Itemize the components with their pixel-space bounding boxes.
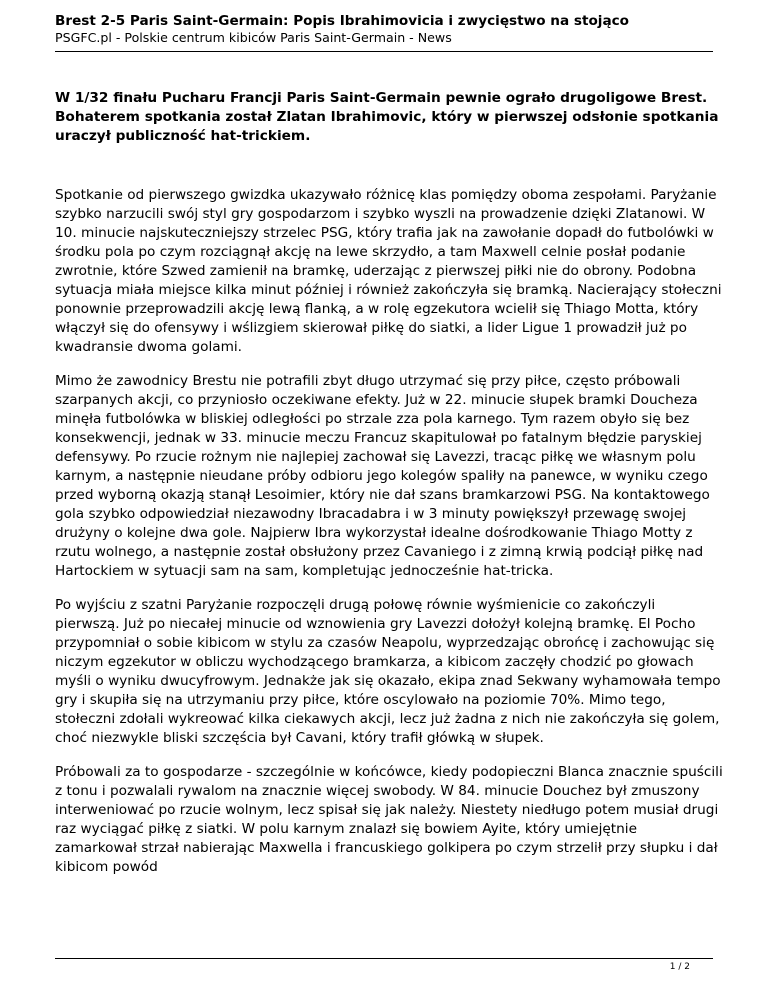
article-paragraph: Próbowali za to gospodarze - szczególnie w końcówce, kiedy podopieczni Blanca znacznie spuścili z tonu i pozwalali rywalom na znacznie więcej swobody. W 84. minucie Douchez był zmuszony interweniować po rzucie wolnym, lecz spisał się jak należy. Niestety niedługo potem musiał drugi raz wyciągać piłkę z siatki. W polu karnym znalazł się bowiem Ayite, który umiejętnie zamarkował strzał nabierając Maxwella i francuskiego golkipera po czym strzelił przy słupku i dał kibicom powód [55, 764, 723, 875]
article-body [55, 89, 723, 892]
article-paragraph: Spotkanie od pierwszego gwizdka ukazywało różnicę klas pomiędzy oboma zespołami. Paryżanie szybko narzucili swój styl gry gospodarzom i szybko wyszli na prowadzenie dzięki Zlatanowi. W 10. minucie najskuteczniejszy strzelec PSG, który trafia jak na zawołanie dopadł do futbolówki w środku pola po czym rozciągnął akcję na lewe skrzydło, a tam Maxwell celnie posłał podanie zwrotnie, które Szwed zamienił na bramkę, uderzając z pierwszej piłki nie do obrony. Podobna sytuacja miała miejsce kilka minut później i również zakończyła się bramką. Nacierający stołeczni ponownie przeprowadzili akcję lewą flanką, a w rolę egzekutora wcielił się Thiago Motta, który włączył się do ofensywy i wślizgiem skierował piłkę do siatki, a lider Ligue 1 prowadził już po kwadransie dwoma golami. [55, 187, 722, 355]
article-title: Brest 2-5 Paris Saint-Germain: Popis Ibrahimovicia i zwycięstwo na stojąco [55, 13, 630, 29]
header-divider [55, 51, 713, 52]
page-number: 1 / 2 [669, 962, 690, 972]
article-paragraph: Mimo że zawodnicy Brestu nie potrafili zbyt długo utrzymać się przy piłce, często próbowali szarpanych akcji, co przyniosło oczekiwane efekty. Już w 22. minucie słupek bramki Doucheza minęła futbolówka w bliskiej odległości po strzale zza pola karnego. Tym razem obyło się bez konsekwencji, jednak w 33. minucie meczu Francuz skapitulował po fatalnym błędzie paryskiej defensywy. Po rzucie rożnym nie najlepiej zachował się Lavezzi, tracąc piłkę we własnym polu karnym, a następnie nieudane próby odbioru jego kolegów spaliły na panewce, w wyniku czego przed wyborną okazją stanął Lesoimier, który nie dał szans bramkarzowi PSG. Na kontaktowego gola szybko odpowiedział niezawodny Ibracadabra i w 3 minuty powiększył przewagę swojej drużyny o kolejne dwa gole. Najpierw Ibra wykorzystał idealne dośrodkowanie Thiago Motty z rzutu wolnego, a następnie został obsłużony przez Cavaniego i z zimną krwią podciął piłkę nad Hartockiem w sytuacji sam na sam, kompletując jednocześnie hat-tricka. [55, 373, 710, 579]
article-lead: W 1/32 finału Pucharu Francji Paris Saint-Germain pewnie ograło drugoligowe Brest. Bohaterem spotkania został Zlatan Ibrahimovic, który w pierwszej odsłonie spotkania uraczył publiczność hat-trickiem. [55, 90, 719, 144]
document-header [55, 12, 713, 46]
article-paragraph: Po wyjściu z szatni Paryżanie rozpoczęli drugą połowę równie wyśmienicie co zakończyli pierwszą. Już po niecałej minucie od wznowienia gry Lavezzi dołożył kolejną bramkę. El Pocho przypomniał o sobie kibicom w stylu za czasów Neapolu, wyprzedzając obrońcę i zachowując się niczym egzekutor w obliczu wychodzącego bramkarza, a kibicom zaczęły chodzić po głowach myśli o wyniku dwucyfrowym. Jednakże jak się okazało, ekipa znad Sekwany wyhamowała tempo gry i skupiła się na utrzymaniu przy piłce, które oscylowało na poziomie 70%. Mimo tego, stołeczni zdołali wykreować kilka ciekawych akcji, lecz już żadna z nich nie zakończyła się golem, choć niezwykle bliski szczęścia był Cavani, który trafił główką w słupek. [55, 597, 721, 746]
site-subtitle: PSGFC.pl - Polskie centrum kibiców Paris Saint-Germain - News [55, 30, 452, 45]
footer-divider [55, 958, 713, 959]
